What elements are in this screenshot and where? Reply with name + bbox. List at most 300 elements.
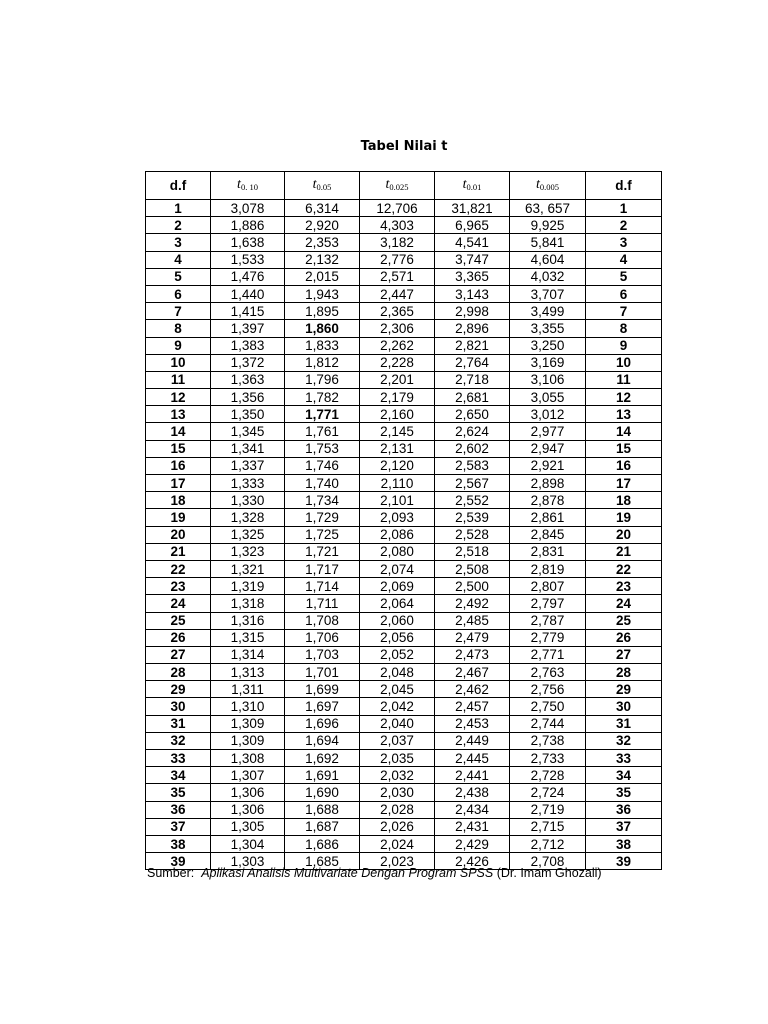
df-cell: 14: [146, 423, 211, 440]
table-row: [146, 629, 662, 646]
t-value-cell: 2,201: [360, 371, 435, 388]
t-value-cell: 5,841: [510, 234, 586, 251]
t-value-cell: 1,782: [285, 389, 360, 406]
df-cell-right: 27: [586, 646, 662, 663]
t-value-cell: 2,431: [435, 818, 510, 835]
t-value-cell: 1,323: [211, 543, 285, 560]
t-value-cell: 2,037: [360, 732, 435, 749]
df-cell-right: 9: [586, 337, 662, 354]
t-value-cell: 2,845: [510, 526, 586, 543]
df-cell: 16: [146, 457, 211, 474]
column-header-df: d.f: [146, 172, 211, 200]
t-value-cell: 2,571: [360, 268, 435, 285]
df-cell: 29: [146, 681, 211, 698]
t-value-cell: 2,074: [360, 560, 435, 577]
t-value-cell: 2,485: [435, 612, 510, 629]
t-value-cell: 2,434: [435, 801, 510, 818]
t-value-cell: 2,306: [360, 320, 435, 337]
t-value-cell: 2,228: [360, 354, 435, 371]
table-row: [146, 595, 662, 612]
t-value-cell: 2,064: [360, 595, 435, 612]
t-value-cell: 2,771: [510, 646, 586, 663]
table-row: [146, 251, 662, 268]
table-row: [146, 526, 662, 543]
t-value-cell: 2,030: [360, 784, 435, 801]
df-cell-right: 4: [586, 251, 662, 268]
t-value-cell: 1,860: [285, 320, 360, 337]
table-body: [146, 200, 662, 870]
t-value-cell: 1,306: [211, 801, 285, 818]
table-row: [146, 664, 662, 681]
t-value-cell: 1,690: [285, 784, 360, 801]
t-value-cell: 2,032: [360, 767, 435, 784]
t-value-cell: 2,831: [510, 543, 586, 560]
t-value-cell: 2,262: [360, 337, 435, 354]
t-value-cell: 1,383: [211, 337, 285, 354]
t-value-cell: 1,309: [211, 732, 285, 749]
t-value-cell: 2,048: [360, 664, 435, 681]
df-cell-right: 20: [586, 526, 662, 543]
t-value-cell: 2,035: [360, 750, 435, 767]
t-value-cell: 1,734: [285, 492, 360, 509]
t-value-cell: 2,738: [510, 732, 586, 749]
t-value-cell: 3,169: [510, 354, 586, 371]
t-value-cell: 2,462: [435, 681, 510, 698]
t-value-cell: 2,787: [510, 612, 586, 629]
t-value-cell: 2,473: [435, 646, 510, 663]
t-value-cell: 2,819: [510, 560, 586, 577]
t-value-cell: 1,692: [285, 750, 360, 767]
t-value-cell: 9,925: [510, 217, 586, 234]
t-value-cell: 1,685: [285, 853, 360, 870]
t-value-cell: 2,438: [435, 784, 510, 801]
t-value-cell: 2,500: [435, 578, 510, 595]
table-row: [146, 285, 662, 302]
t-value-cell: 1,699: [285, 681, 360, 698]
table-row: [146, 268, 662, 285]
t-value-cell: 2,042: [360, 698, 435, 715]
t-value-cell: 4,541: [435, 234, 510, 251]
t-value-cell: 2,479: [435, 629, 510, 646]
t-value-cell: 2,045: [360, 681, 435, 698]
t-value-cell: 2,080: [360, 543, 435, 560]
t-value-cell: 2,120: [360, 457, 435, 474]
df-cell-right: 37: [586, 818, 662, 835]
table-row: [146, 217, 662, 234]
t-value-cell: 2,131: [360, 440, 435, 457]
df-cell-right: 2: [586, 217, 662, 234]
df-cell: 8: [146, 320, 211, 337]
t-symbol: t: [462, 177, 467, 192]
t-value-cell: 3,055: [510, 389, 586, 406]
df-cell-right: 33: [586, 750, 662, 767]
t-value-cell: 2,998: [435, 303, 510, 320]
t-value-cell: 1,691: [285, 767, 360, 784]
t-value-cell: 2,467: [435, 664, 510, 681]
t-value-cell: 1,753: [285, 440, 360, 457]
t-value-cell: 1,318: [211, 595, 285, 612]
df-cell-right: 22: [586, 560, 662, 577]
t-value-cell: 1,325: [211, 526, 285, 543]
t-table: [145, 171, 662, 870]
df-cell-right: 10: [586, 354, 662, 371]
df-cell-right: 17: [586, 475, 662, 492]
t-value-cell: 1,697: [285, 698, 360, 715]
table-row: [146, 560, 662, 577]
df-cell: 11: [146, 371, 211, 388]
t-value-cell: 1,717: [285, 560, 360, 577]
t-value-cell: 63, 657: [510, 200, 586, 217]
t-value-cell: 3,143: [435, 285, 510, 302]
t-value-cell: 2,920: [285, 217, 360, 234]
df-cell-right: 28: [586, 664, 662, 681]
t-value-cell: 1,729: [285, 509, 360, 526]
t-value-cell: 2,898: [510, 475, 586, 492]
t-symbol: t: [237, 177, 241, 192]
t-value-cell: 3,747: [435, 251, 510, 268]
df-cell-right: 3: [586, 234, 662, 251]
df-cell-right: 39: [586, 853, 662, 870]
df-cell: 20: [146, 526, 211, 543]
table-row: [146, 612, 662, 629]
t-value-cell: 3,078: [211, 200, 285, 217]
df-cell: 26: [146, 629, 211, 646]
table-row: [146, 835, 662, 852]
t-value-cell: 2,492: [435, 595, 510, 612]
t-value-cell: 1,330: [211, 492, 285, 509]
df-cell: 30: [146, 698, 211, 715]
t-value-cell: 2,712: [510, 835, 586, 852]
df-cell: 19: [146, 509, 211, 526]
t-value-cell: 1,895: [285, 303, 360, 320]
t-value-cell: 2,429: [435, 835, 510, 852]
df-cell: 27: [146, 646, 211, 663]
t-value-cell: 1,307: [211, 767, 285, 784]
t-value-cell: 2,028: [360, 801, 435, 818]
column-header-t0025: [360, 172, 435, 200]
df-cell-right: 29: [586, 681, 662, 698]
df-cell-right: 30: [586, 698, 662, 715]
df-cell-right: 34: [586, 767, 662, 784]
df-cell-right: 11: [586, 371, 662, 388]
t-subscript: 0.025: [389, 182, 409, 192]
t-value-cell: 1,310: [211, 698, 285, 715]
df-cell-right: 32: [586, 732, 662, 749]
t-value-cell: 1,305: [211, 818, 285, 835]
df-cell: 2: [146, 217, 211, 234]
t-value-cell: 2,756: [510, 681, 586, 698]
df-cell-right: 21: [586, 543, 662, 560]
t-value-cell: 2,024: [360, 835, 435, 852]
df-cell-right: 25: [586, 612, 662, 629]
t-value-cell: 2,160: [360, 406, 435, 423]
t-value-cell: 31,821: [435, 200, 510, 217]
t-value-cell: 2,445: [435, 750, 510, 767]
t-value-cell: 2,052: [360, 646, 435, 663]
table-row: [146, 337, 662, 354]
df-cell-right: 23: [586, 578, 662, 595]
t-value-cell: 1,415: [211, 303, 285, 320]
df-cell-right: 18: [586, 492, 662, 509]
t-value-cell: 3,355: [510, 320, 586, 337]
df-cell: 4: [146, 251, 211, 268]
t-value-cell: 1,328: [211, 509, 285, 526]
t-value-cell: 2,145: [360, 423, 435, 440]
t-value-cell: 2,764: [435, 354, 510, 371]
t-value-cell: 1,333: [211, 475, 285, 492]
t-value-cell: 6,965: [435, 217, 510, 234]
t-value-cell: 1,740: [285, 475, 360, 492]
t-value-cell: 3,012: [510, 406, 586, 423]
df-cell: 28: [146, 664, 211, 681]
t-value-cell: 2,508: [435, 560, 510, 577]
t-value-cell: 2,086: [360, 526, 435, 543]
table-row: [146, 543, 662, 560]
t-value-cell: 1,725: [285, 526, 360, 543]
df-cell-right: 8: [586, 320, 662, 337]
t-value-cell: 1,771: [285, 406, 360, 423]
t-value-cell: 3,250: [510, 337, 586, 354]
t-value-cell: 1,708: [285, 612, 360, 629]
t-value-cell: 12,706: [360, 200, 435, 217]
df-cell: 10: [146, 354, 211, 371]
t-value-cell: 1,315: [211, 629, 285, 646]
t-value-cell: 2,179: [360, 389, 435, 406]
table-header-row: [146, 172, 662, 200]
df-cell-right: 5: [586, 268, 662, 285]
t-value-cell: 6,314: [285, 200, 360, 217]
column-header-t0005: [510, 172, 586, 200]
t-value-cell: 1,687: [285, 818, 360, 835]
t-value-cell: 2,528: [435, 526, 510, 543]
table-row: [146, 578, 662, 595]
column-header-t010: [211, 172, 285, 200]
table-row: [146, 371, 662, 388]
df-cell: 36: [146, 801, 211, 818]
t-value-cell: 1,440: [211, 285, 285, 302]
t-value-cell: 2,947: [510, 440, 586, 457]
t-value-cell: 1,812: [285, 354, 360, 371]
t-value-cell: 1,714: [285, 578, 360, 595]
df-cell: 21: [146, 543, 211, 560]
page-title: Tabel Nilai t: [360, 139, 448, 154]
t-value-cell: 4,303: [360, 217, 435, 234]
table-row: [146, 492, 662, 509]
t-value-cell: 2,718: [435, 371, 510, 388]
t-value-cell: 1,721: [285, 543, 360, 560]
t-value-cell: 2,457: [435, 698, 510, 715]
source-prefix: Sumber:: [147, 866, 195, 880]
t-value-cell: 1,303: [211, 853, 285, 870]
df-cell: 15: [146, 440, 211, 457]
t-value-cell: 3,499: [510, 303, 586, 320]
t-value-cell: 2,449: [435, 732, 510, 749]
table-row: [146, 818, 662, 835]
t-value-cell: 1,314: [211, 646, 285, 663]
t-value-cell: 2,624: [435, 423, 510, 440]
df-cell: 31: [146, 715, 211, 732]
df-cell-right: 16: [586, 457, 662, 474]
t-value-cell: 2,708: [510, 853, 586, 870]
table-row: [146, 475, 662, 492]
table-row: [146, 440, 662, 457]
table-row: [146, 389, 662, 406]
table-row: [146, 423, 662, 440]
df-cell-right: 6: [586, 285, 662, 302]
t-value-cell: 2,056: [360, 629, 435, 646]
df-cell-right: 14: [586, 423, 662, 440]
table-row: [146, 750, 662, 767]
t-value-cell: 2,567: [435, 475, 510, 492]
t-symbol: t: [385, 177, 390, 192]
t-value-cell: 2,921: [510, 457, 586, 474]
df-cell: 33: [146, 750, 211, 767]
t-value-cell: 2,977: [510, 423, 586, 440]
t-value-cell: 2,365: [360, 303, 435, 320]
df-cell: 18: [146, 492, 211, 509]
t-value-cell: 1,309: [211, 715, 285, 732]
t-value-cell: 2,728: [510, 767, 586, 784]
t-value-cell: 1,696: [285, 715, 360, 732]
t-value-cell: 1,476: [211, 268, 285, 285]
t-value-cell: 1,313: [211, 664, 285, 681]
df-cell: 5: [146, 268, 211, 285]
table-row: [146, 646, 662, 663]
df-cell: 24: [146, 595, 211, 612]
t-value-cell: 1,363: [211, 371, 285, 388]
df-cell-right: 7: [586, 303, 662, 320]
t-value-cell: 1,761: [285, 423, 360, 440]
t-value-cell: 2,426: [435, 853, 510, 870]
t-value-cell: 1,703: [285, 646, 360, 663]
t-value-cell: 4,604: [510, 251, 586, 268]
t-value-cell: 1,372: [211, 354, 285, 371]
t-value-cell: 1,304: [211, 835, 285, 852]
t-value-cell: 1,694: [285, 732, 360, 749]
df-cell-right: 15: [586, 440, 662, 457]
t-value-cell: 1,306: [211, 784, 285, 801]
df-cell: 3: [146, 234, 211, 251]
t-value-cell: 1,321: [211, 560, 285, 577]
t-value-cell: 2,040: [360, 715, 435, 732]
table-row: [146, 681, 662, 698]
table-row: [146, 732, 662, 749]
table-row: [146, 509, 662, 526]
t-value-cell: 2,797: [510, 595, 586, 612]
table-row: [146, 784, 662, 801]
t-value-cell: 1,350: [211, 406, 285, 423]
df-cell: 1: [146, 200, 211, 217]
t-value-cell: 2,447: [360, 285, 435, 302]
t-value-cell: 1,796: [285, 371, 360, 388]
t-symbol: t: [535, 177, 540, 192]
table-row: [146, 303, 662, 320]
df-cell: 17: [146, 475, 211, 492]
t-value-cell: 1,319: [211, 578, 285, 595]
df-cell: 38: [146, 835, 211, 852]
t-value-cell: 2,896: [435, 320, 510, 337]
table-row: [146, 698, 662, 715]
t-value-cell: 2,110: [360, 475, 435, 492]
t-value-cell: 1,943: [285, 285, 360, 302]
t-value-cell: 2,353: [285, 234, 360, 251]
table-row: [146, 200, 662, 217]
t-value-cell: 1,686: [285, 835, 360, 852]
table-row: [146, 715, 662, 732]
df-cell-right: 1: [586, 200, 662, 217]
t-value-cell: 1,533: [211, 251, 285, 268]
t-value-cell: 2,453: [435, 715, 510, 732]
t-value-cell: 2,750: [510, 698, 586, 715]
t-value-cell: 1,345: [211, 423, 285, 440]
t-value-cell: 2,776: [360, 251, 435, 268]
t-subscript: 0.005: [539, 182, 559, 192]
source-author: (Dr. Imam Ghozali): [496, 866, 602, 880]
t-value-cell: 2,132: [285, 251, 360, 268]
df-cell: 34: [146, 767, 211, 784]
table-row: [146, 457, 662, 474]
t-value-cell: 3,707: [510, 285, 586, 302]
df-cell: 7: [146, 303, 211, 320]
table-row: [146, 406, 662, 423]
df-cell: 9: [146, 337, 211, 354]
t-value-cell: 2,807: [510, 578, 586, 595]
t-value-cell: 2,602: [435, 440, 510, 457]
t-value-cell: 2,779: [510, 629, 586, 646]
df-cell-right: 13: [586, 406, 662, 423]
t-subscript: 0.05: [316, 182, 332, 192]
t-value-cell: 3,365: [435, 268, 510, 285]
t-value-cell: 2,861: [510, 509, 586, 526]
df-cell: 13: [146, 406, 211, 423]
t-value-cell: 2,518: [435, 543, 510, 560]
t-value-cell: 1,711: [285, 595, 360, 612]
t-value-cell: 4,032: [510, 268, 586, 285]
df-cell-right: 36: [586, 801, 662, 818]
source-book: Aplikasi Analisis Multivariate Dengan Program SPSS: [201, 866, 494, 880]
t-value-cell: 2,026: [360, 818, 435, 835]
t-symbol: t: [312, 177, 317, 192]
df-cell: 39: [146, 853, 211, 870]
t-value-cell: 2,878: [510, 492, 586, 509]
t-value-cell: 1,746: [285, 457, 360, 474]
table-row: [146, 320, 662, 337]
table-row: [146, 767, 662, 784]
df-cell-right: 19: [586, 509, 662, 526]
table-row: [146, 801, 662, 818]
t-value-cell: 2,681: [435, 389, 510, 406]
t-value-cell: 1,886: [211, 217, 285, 234]
t-value-cell: 1,311: [211, 681, 285, 698]
t-value-cell: 2,069: [360, 578, 435, 595]
t-value-cell: 2,719: [510, 801, 586, 818]
table-row: [146, 354, 662, 371]
t-value-cell: 2,733: [510, 750, 586, 767]
df-cell: 6: [146, 285, 211, 302]
df-cell-right: 12: [586, 389, 662, 406]
table-row: [146, 234, 662, 251]
df-cell: 35: [146, 784, 211, 801]
t-value-cell: 2,539: [435, 509, 510, 526]
t-value-cell: 2,060: [360, 612, 435, 629]
t-value-cell: 1,638: [211, 234, 285, 251]
df-cell: 37: [146, 818, 211, 835]
t-value-cell: 2,015: [285, 268, 360, 285]
df-cell-right: 35: [586, 784, 662, 801]
t-subscript: 0. 10: [240, 182, 258, 192]
t-value-cell: 2,715: [510, 818, 586, 835]
column-header-t001: [435, 172, 510, 200]
